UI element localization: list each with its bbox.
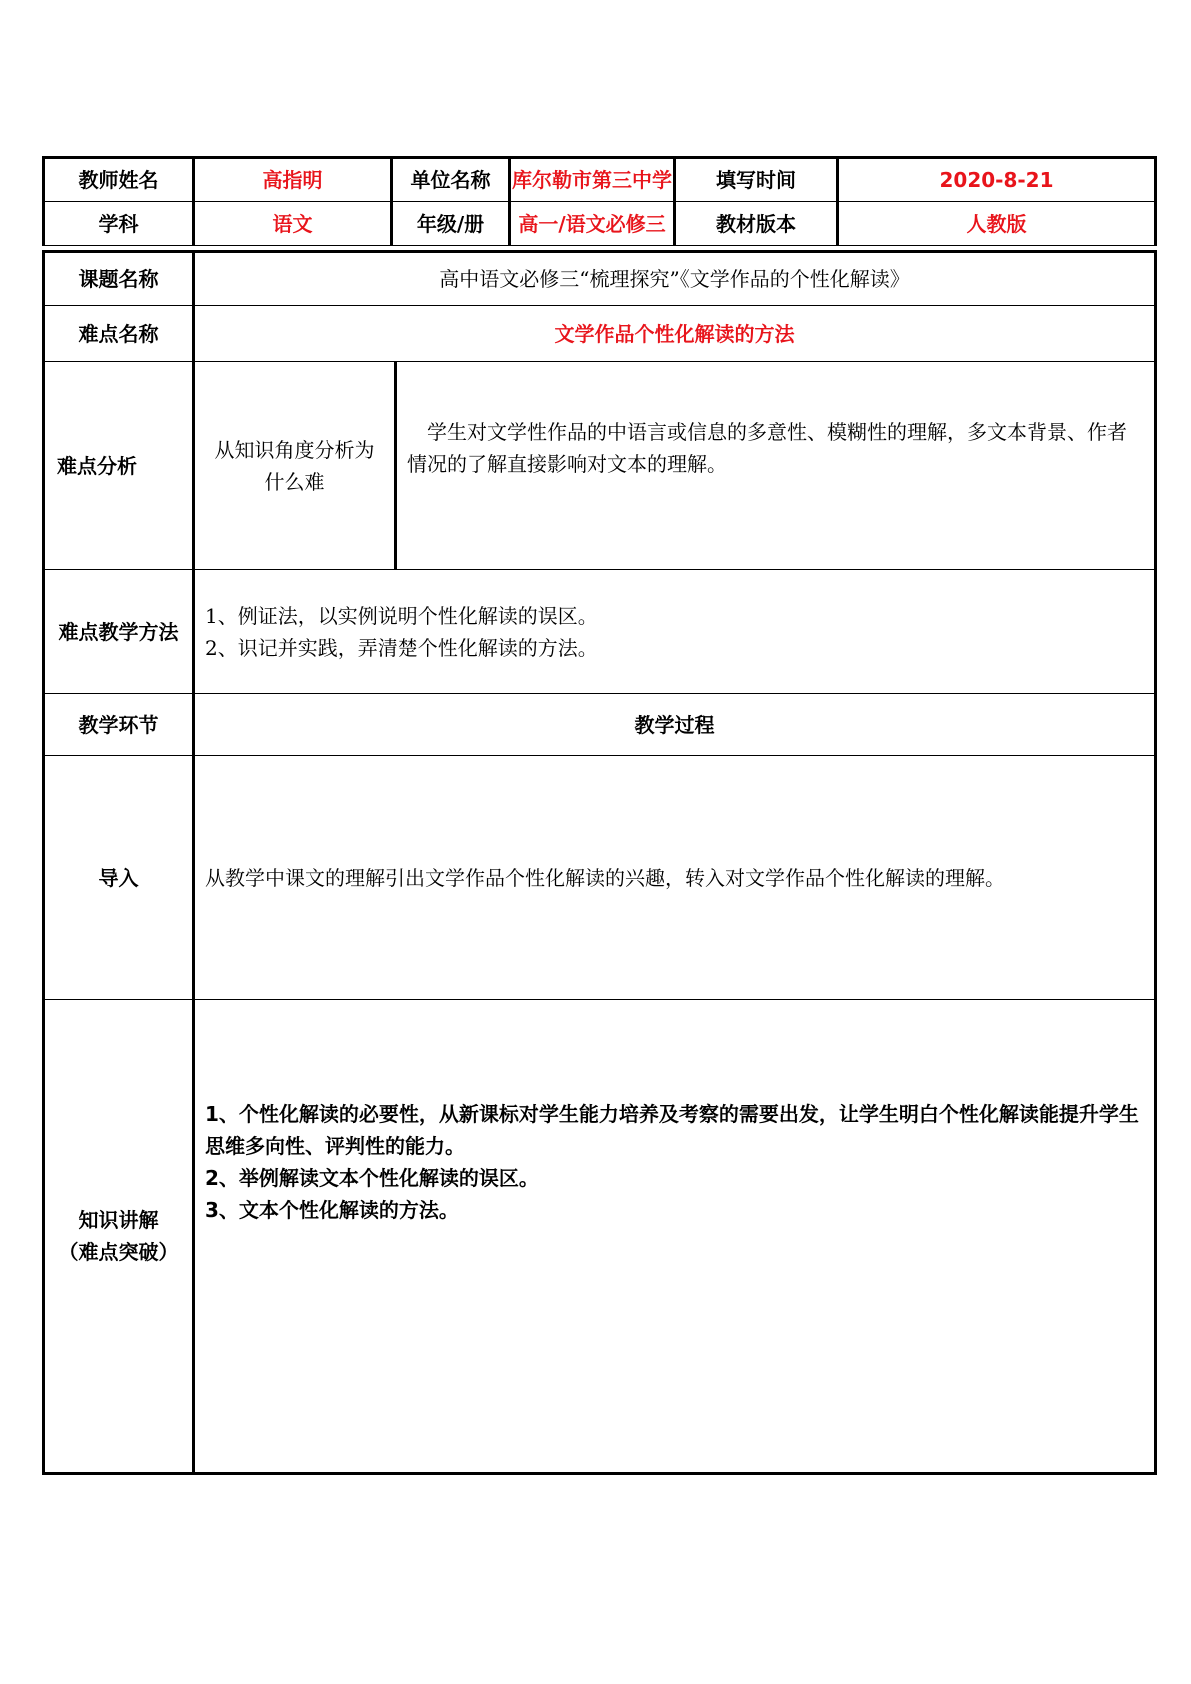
lesson-plan-body bbox=[42, 250, 1157, 1475]
knowledge-item-1: 1、个性化解读的必要性，从新课标对学生能力培养及考察的需要出发，让学生明白个性化解读能提升学生思维多向性、评判性的能力。 bbox=[205, 1102, 1139, 1158]
lesson-plan-sheet bbox=[42, 156, 1154, 1475]
teacher-label: 教师姓名 bbox=[44, 158, 194, 202]
edition-value: 人教版 bbox=[838, 202, 1156, 246]
unit-label: 单位名称 bbox=[392, 158, 510, 202]
analysis-text: 学生对文学性作品的中语言或信息的多意性、模糊性的理解，多文本背景、作者情况的了解直接影响对文本的理解。 bbox=[396, 362, 1156, 570]
unit-value: 库尔勒市第三中学 bbox=[510, 158, 675, 202]
methods-label: 难点教学方法 bbox=[44, 570, 194, 694]
knowledge-list bbox=[194, 1000, 1156, 1474]
knowledge-label bbox=[44, 1000, 194, 1474]
knowledge-item-3: 3、文本个性化解读的方法。 bbox=[205, 1198, 459, 1222]
date-label: 填写时间 bbox=[675, 158, 838, 202]
knowledge-item-2: 2、举例解读文本个性化解读的误区。 bbox=[205, 1166, 539, 1190]
lesson-plan-table bbox=[42, 156, 1157, 246]
knowledge-label-line2: （难点突破） bbox=[58, 1240, 179, 1264]
subject-label: 学科 bbox=[44, 202, 194, 246]
topic-label: 课题名称 bbox=[44, 252, 194, 306]
intro-text: 从教学中课文的理解引出文学作品个性化解读的兴趣，转入对文学作品个性化解读的理解。 bbox=[194, 756, 1156, 1000]
teacher-value: 高指明 bbox=[194, 158, 392, 202]
knowledge-label-line1: 知识讲解 bbox=[78, 1208, 159, 1232]
difficulty-value: 文学作品个性化解读的方法 bbox=[194, 306, 1156, 362]
difficulty-label: 难点名称 bbox=[44, 306, 194, 362]
grade-value: 高一/语文必修三 bbox=[510, 202, 675, 246]
process-stage-label: 教学环节 bbox=[44, 694, 194, 756]
analysis-label: 难点分析 bbox=[44, 362, 194, 570]
subject-value: 语文 bbox=[194, 202, 392, 246]
intro-label: 导入 bbox=[44, 756, 194, 1000]
method-item-1: 1、例证法，以实例说明个性化解读的误区。 bbox=[205, 603, 598, 628]
date-value: 2020-8-21 bbox=[838, 158, 1156, 202]
edition-label: 教材版本 bbox=[675, 202, 838, 246]
analysis-sub-label: 从知识角度分析为什么难 bbox=[194, 362, 396, 570]
method-item-2: 2、识记并实践，弄清楚个性化解读的方法。 bbox=[205, 635, 598, 660]
grade-label: 年级/册 bbox=[392, 202, 510, 246]
process-header-value: 教学过程 bbox=[194, 694, 1156, 756]
methods-list bbox=[194, 570, 1156, 694]
topic-value: 高中语文必修三“梳理探究”《文学作品的个性化解读》 bbox=[194, 252, 1156, 306]
